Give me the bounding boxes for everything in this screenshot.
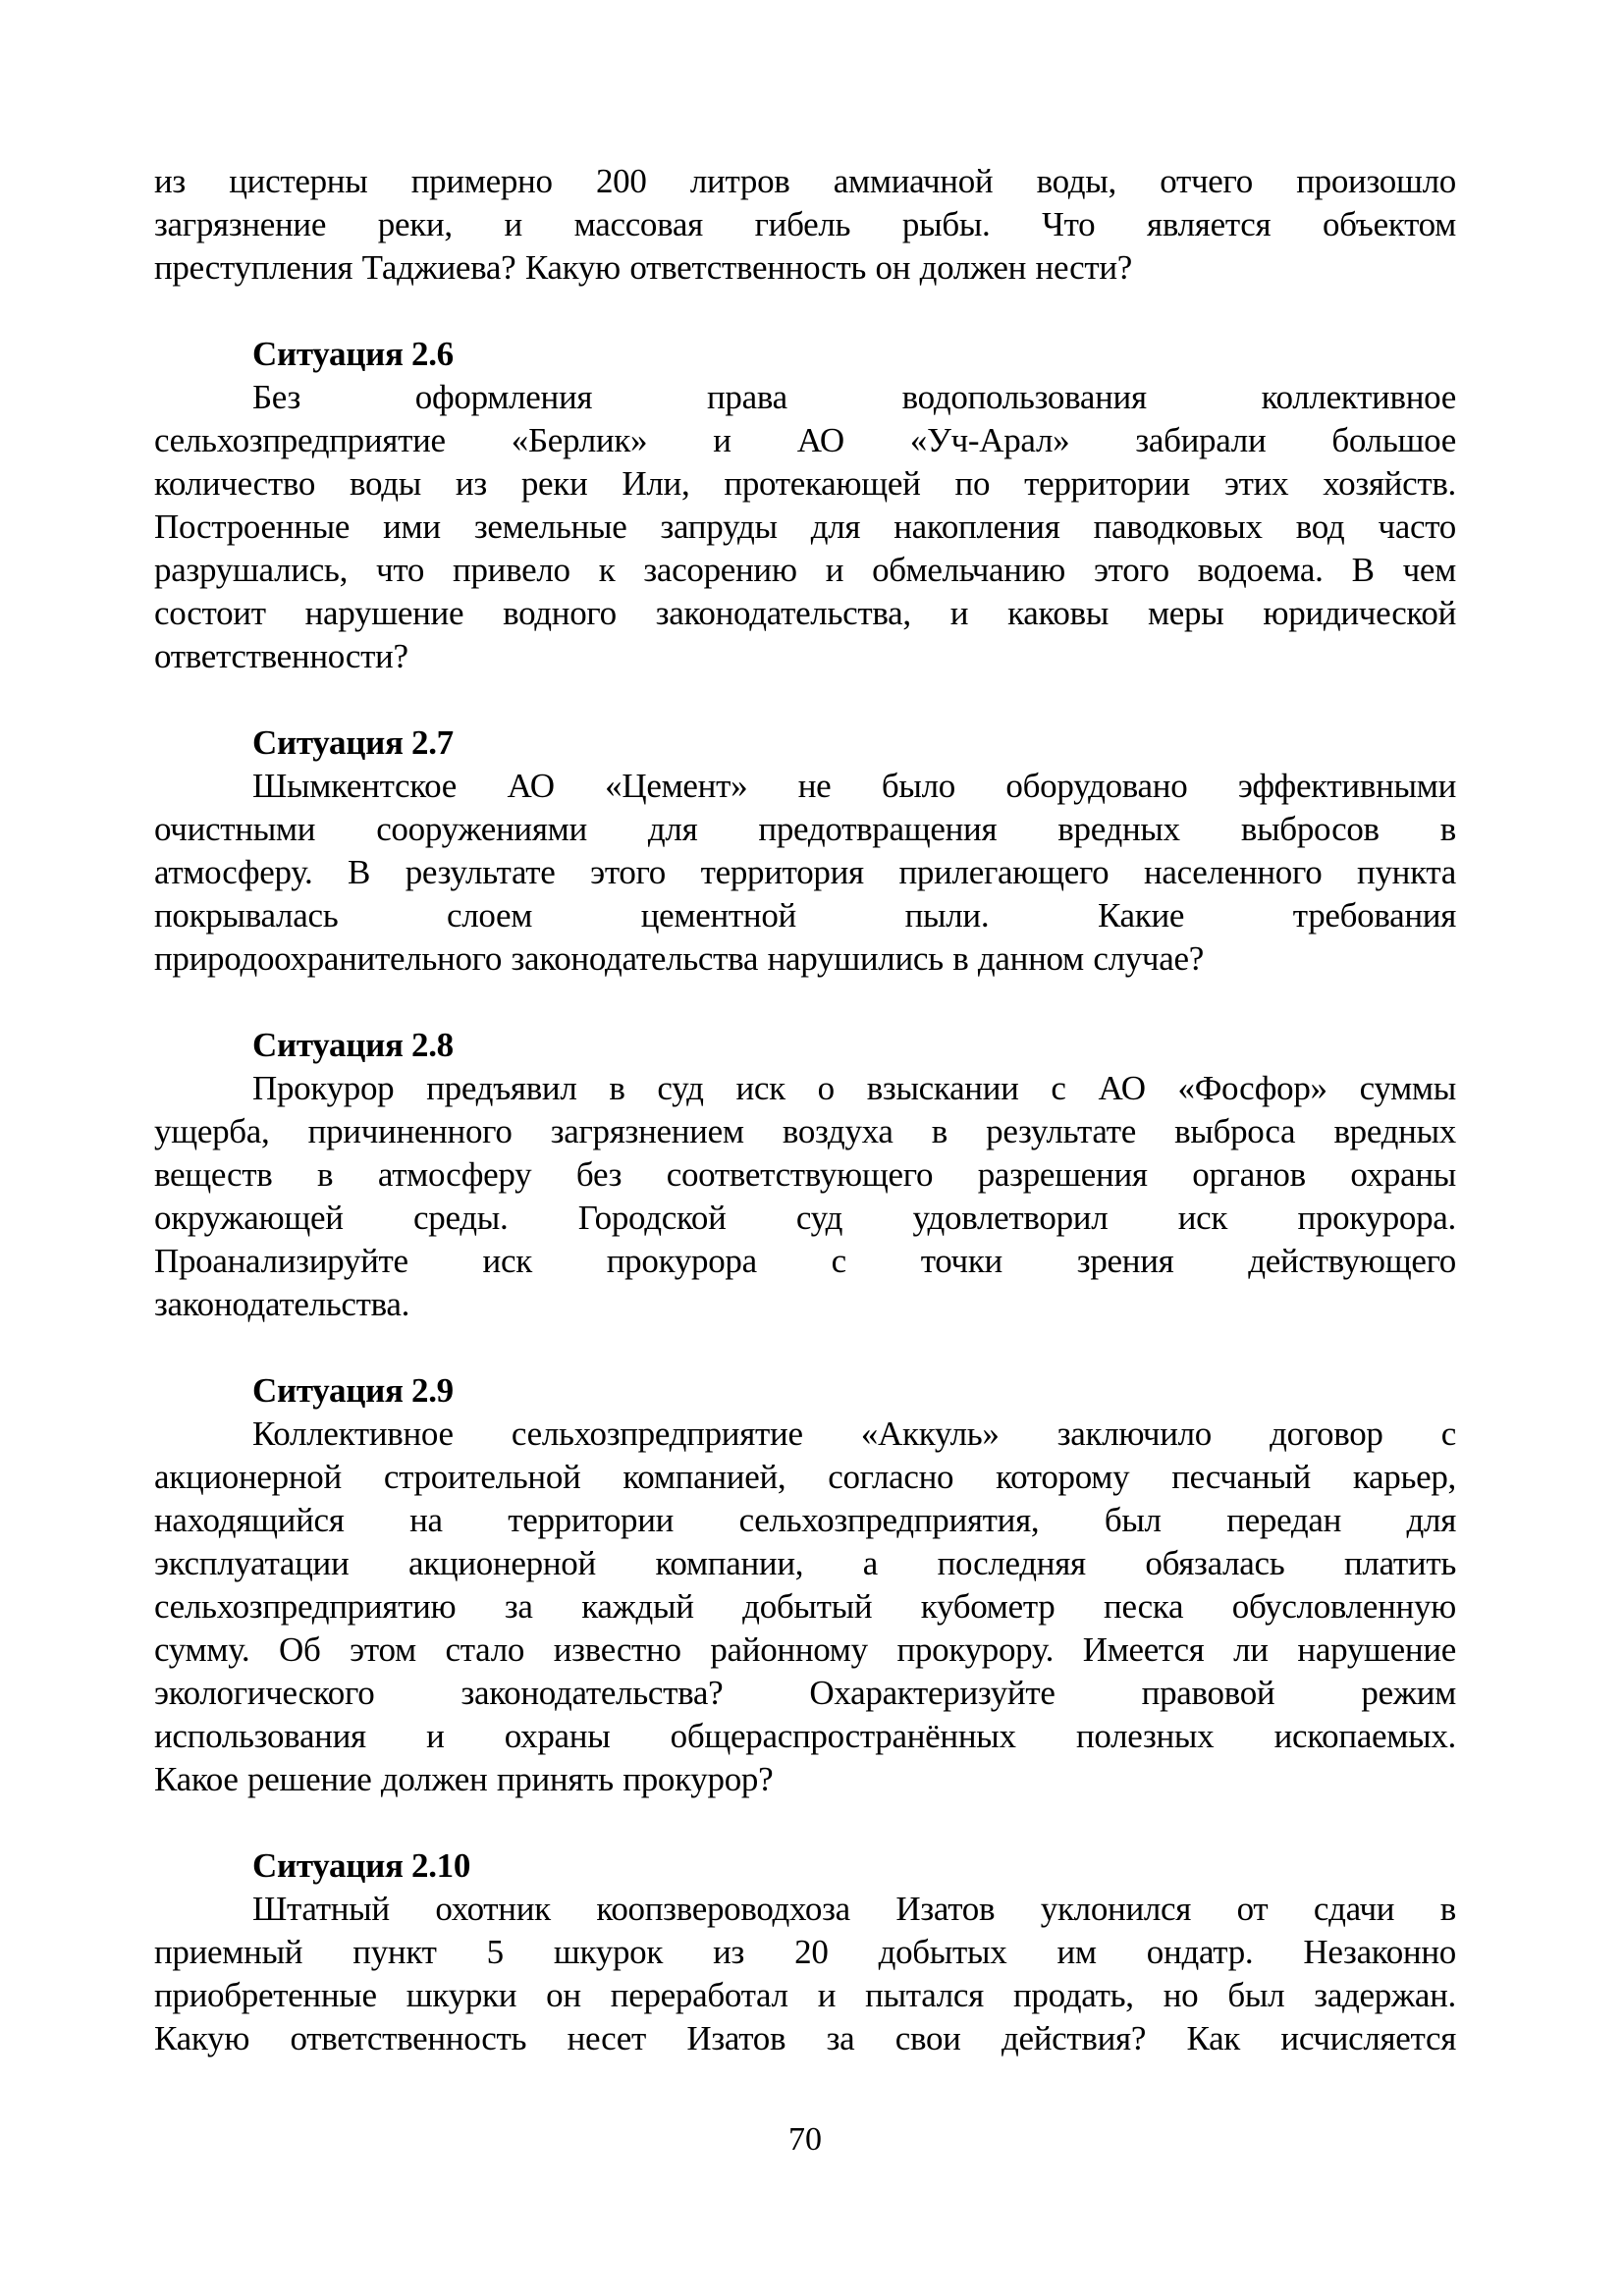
- section-heading: Ситуация 2.8: [252, 1026, 454, 1064]
- text-line: из цистерны примерно 200 литров аммиачной воды, отчего произошло: [154, 162, 1456, 200]
- text-line: Какую ответственность несет Изатов за свои действия? Как исчисляется: [154, 2019, 1456, 2057]
- text-line: Проанализируйте иск прокурора с точки зрения действующего: [154, 1242, 1456, 1280]
- text-line: веществ в атмосферу без соответствующего разрешения органов охраны: [154, 1155, 1456, 1194]
- section-paragraph: [154, 1067, 1456, 1326]
- page-content: [154, 160, 1456, 2060]
- text-line: законодательства.: [154, 1285, 410, 1323]
- section-heading: Ситуация 2.10: [252, 1846, 471, 1885]
- text-line: находящийся на территории сельхозпредприятия, был передан для: [154, 1501, 1456, 1539]
- text-line: разрушались, что привело к засорению и обмельчанию этого водоема. В чем: [154, 551, 1456, 589]
- text-line: акционерной строительной компанией, согласно которому песчаный карьер,: [154, 1458, 1456, 1496]
- text-line: экологического законодательства? Охарактеризуйте правовой режим: [154, 1674, 1456, 1712]
- section-paragraph: [154, 1413, 1456, 1801]
- text-line: покрывалась слоем цементной пыли. Какие требования: [154, 896, 1456, 934]
- text-line: очистными сооружениями для предотвращения вредных выбросов в: [154, 810, 1456, 848]
- text-line: Построенные ими земельные запруды для накопления паводковых вод часто: [154, 507, 1456, 546]
- text-line: сельхозпредприятие «Берлик» и АО «Уч-Арал» забирали большое: [154, 421, 1456, 459]
- text-line: природоохранительного законодательства нарушились в данном случае?: [154, 939, 1204, 978]
- section-heading: Ситуация 2.9: [252, 1371, 454, 1410]
- text-line: сумму. Об этом стало известно районному прокурору. Имеется ли нарушение: [154, 1630, 1456, 1669]
- text-line: Штатный охотник коопзвероводхоза Изатов уклонился от сдачи в: [252, 1890, 1456, 1928]
- section-heading: Ситуация 2.7: [252, 723, 454, 762]
- text-line: количество воды из реки Или, протекающей по территории этих хозяйств.: [154, 464, 1456, 503]
- text-line: Шымкентское АО «Цемент» не было оборудовано эффективными: [252, 767, 1456, 805]
- section-heading: Ситуация 2.6: [252, 335, 454, 373]
- text-line: окружающей среды. Городской суд удовлетворил иск прокурора.: [154, 1199, 1456, 1237]
- intro-paragraph: [154, 160, 1456, 290]
- text-line: ответственности?: [154, 637, 408, 675]
- section-paragraph: [154, 1888, 1456, 2060]
- text-line: использования и охраны общераспространённых полезных ископаемых.: [154, 1717, 1456, 1755]
- text-line: Коллективное сельхозпредприятие «Аккуль» заключило договор с: [252, 1415, 1456, 1453]
- page-number: 70: [788, 2121, 822, 2158]
- text-line: Без оформления права водопользования коллективное: [252, 378, 1456, 416]
- text-line: приемный пункт 5 шкурок из 20 добытых им ондатр. Незаконно: [154, 1933, 1456, 1971]
- text-line: ущерба, причиненного загрязнением воздуха в результате выброса вредных: [154, 1112, 1456, 1150]
- text-line: атмосферу. В результате этого территория прилегающего населенного пункта: [154, 853, 1456, 891]
- text-line: приобретенные шкурки он переработал и пытался продать, но был задержан.: [154, 1976, 1456, 2014]
- text-line: сельхозпредприятию за каждый добытый кубометр песка обусловленную: [154, 1587, 1456, 1626]
- sections-container: [154, 333, 1456, 2060]
- text-line: Прокурор предъявил в суд иск о взыскании с АО «Фосфор» суммы: [252, 1069, 1456, 1107]
- text-line: загрязнение реки, и массовая гибель рыбы. Что является объектом: [154, 205, 1456, 243]
- text-line: преступления Таджиева? Какую ответственность он должен нести?: [154, 248, 1132, 287]
- text-line: состоит нарушение водного законодательства, и каковы меры юридической: [154, 594, 1456, 632]
- text-line: эксплуатации акционерной компании, а последняя обязалась платить: [154, 1544, 1456, 1582]
- section-paragraph: [154, 376, 1456, 678]
- text-line: Какое решение должен принять прокурор?: [154, 1760, 774, 1798]
- section-paragraph: [154, 765, 1456, 981]
